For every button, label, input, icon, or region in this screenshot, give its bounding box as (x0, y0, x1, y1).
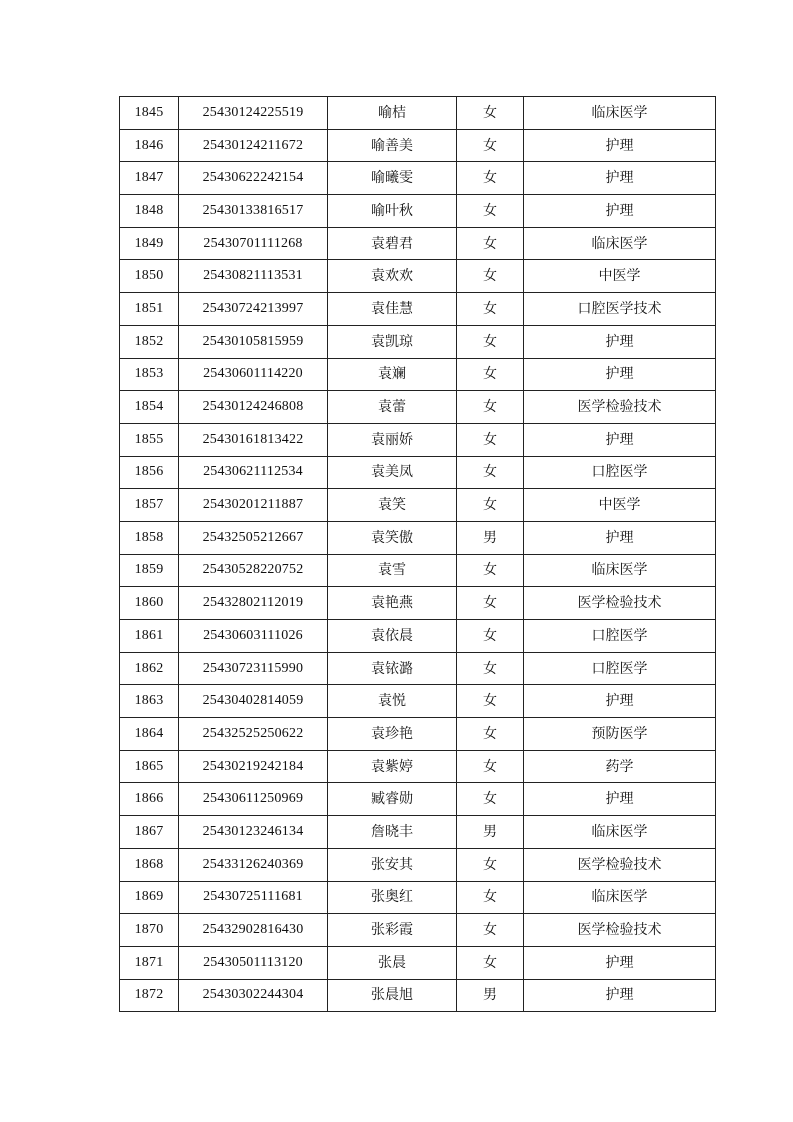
serial-number-cell: 1857 (120, 489, 179, 522)
serial-number-cell: 1866 (120, 783, 179, 816)
table-row (120, 129, 716, 162)
gender-cell: 女 (457, 620, 524, 653)
student-name-cell: 张安其 (328, 848, 457, 881)
gender-cell: 女 (457, 554, 524, 587)
student-name-cell: 袁依晨 (328, 620, 457, 653)
candidate-id-cell: 25430501113120 (179, 946, 328, 979)
serial-number-cell: 1867 (120, 816, 179, 849)
candidate-id-cell: 25430124225519 (179, 97, 328, 130)
major-cell: 药学 (524, 750, 716, 783)
student-name-cell: 袁紫婷 (328, 750, 457, 783)
candidate-id-cell: 25432902816430 (179, 914, 328, 947)
candidate-id-cell: 25430402814059 (179, 685, 328, 718)
major-cell: 中医学 (524, 489, 716, 522)
student-name-cell: 喻善美 (328, 129, 457, 162)
student-name-cell: 张晨旭 (328, 979, 457, 1012)
gender-cell: 女 (457, 391, 524, 424)
serial-number-cell: 1852 (120, 325, 179, 358)
student-name-cell: 臧睿勋 (328, 783, 457, 816)
gender-cell: 男 (457, 816, 524, 849)
candidate-id-cell: 25430603111026 (179, 620, 328, 653)
candidate-id-cell: 25430611250969 (179, 783, 328, 816)
table-row (120, 652, 716, 685)
serial-number-cell: 1864 (120, 718, 179, 751)
gender-cell: 男 (457, 521, 524, 554)
student-name-cell: 袁雪 (328, 554, 457, 587)
student-name-cell: 张奥红 (328, 881, 457, 914)
table-row (120, 293, 716, 326)
serial-number-cell: 1846 (120, 129, 179, 162)
roster-body (120, 97, 716, 1012)
major-cell: 护理 (524, 979, 716, 1012)
candidate-id-cell: 25430302244304 (179, 979, 328, 1012)
candidate-id-cell: 25430219242184 (179, 750, 328, 783)
candidate-id-cell: 25432505212667 (179, 521, 328, 554)
major-cell: 临床医学 (524, 881, 716, 914)
serial-number-cell: 1850 (120, 260, 179, 293)
gender-cell: 女 (457, 358, 524, 391)
student-name-cell: 詹晓丰 (328, 816, 457, 849)
student-roster-table (119, 96, 716, 1012)
candidate-id-cell: 25430105815959 (179, 325, 328, 358)
table-row (120, 325, 716, 358)
major-cell: 临床医学 (524, 227, 716, 260)
table-row (120, 587, 716, 620)
serial-number-cell: 1856 (120, 456, 179, 489)
gender-cell: 女 (457, 848, 524, 881)
table-row (120, 620, 716, 653)
table-row (120, 816, 716, 849)
gender-cell: 女 (457, 489, 524, 522)
student-name-cell: 张晨 (328, 946, 457, 979)
major-cell: 护理 (524, 358, 716, 391)
candidate-id-cell: 25430528220752 (179, 554, 328, 587)
student-name-cell: 袁笑傲 (328, 521, 457, 554)
table-row (120, 195, 716, 228)
gender-cell: 女 (457, 783, 524, 816)
table-row (120, 97, 716, 130)
serial-number-cell: 1871 (120, 946, 179, 979)
table-row (120, 423, 716, 456)
major-cell: 临床医学 (524, 97, 716, 130)
major-cell: 口腔医学 (524, 456, 716, 489)
serial-number-cell: 1872 (120, 979, 179, 1012)
gender-cell: 女 (457, 718, 524, 751)
gender-cell: 女 (457, 97, 524, 130)
table-row (120, 979, 716, 1012)
table-row (120, 946, 716, 979)
candidate-id-cell: 25430821113531 (179, 260, 328, 293)
serial-number-cell: 1851 (120, 293, 179, 326)
table-row (120, 162, 716, 195)
gender-cell: 女 (457, 946, 524, 979)
major-cell: 护理 (524, 783, 716, 816)
gender-cell: 女 (457, 227, 524, 260)
serial-number-cell: 1858 (120, 521, 179, 554)
student-name-cell: 袁斓 (328, 358, 457, 391)
serial-number-cell: 1862 (120, 652, 179, 685)
candidate-id-cell: 25430133816517 (179, 195, 328, 228)
table-row (120, 750, 716, 783)
gender-cell: 女 (457, 293, 524, 326)
serial-number-cell: 1869 (120, 881, 179, 914)
candidate-id-cell: 25430724213997 (179, 293, 328, 326)
table-row (120, 489, 716, 522)
table-row (120, 783, 716, 816)
major-cell: 口腔医学技术 (524, 293, 716, 326)
table-row (120, 456, 716, 489)
student-name-cell: 袁铱潞 (328, 652, 457, 685)
table-row (120, 881, 716, 914)
table-row (120, 848, 716, 881)
student-name-cell: 张彩霞 (328, 914, 457, 947)
candidate-id-cell: 25430622242154 (179, 162, 328, 195)
major-cell: 预防医学 (524, 718, 716, 751)
candidate-id-cell: 25430201211887 (179, 489, 328, 522)
table-row (120, 521, 716, 554)
serial-number-cell: 1861 (120, 620, 179, 653)
student-name-cell: 袁艳燕 (328, 587, 457, 620)
major-cell: 中医学 (524, 260, 716, 293)
serial-number-cell: 1859 (120, 554, 179, 587)
student-name-cell: 喻曦雯 (328, 162, 457, 195)
candidate-id-cell: 25430601114220 (179, 358, 328, 391)
major-cell: 临床医学 (524, 816, 716, 849)
serial-number-cell: 1849 (120, 227, 179, 260)
major-cell: 医学检验技术 (524, 391, 716, 424)
student-name-cell: 袁碧君 (328, 227, 457, 260)
student-name-cell: 袁凯琼 (328, 325, 457, 358)
serial-number-cell: 1860 (120, 587, 179, 620)
serial-number-cell: 1865 (120, 750, 179, 783)
table-row (120, 685, 716, 718)
table-row (120, 914, 716, 947)
major-cell: 护理 (524, 195, 716, 228)
table-row (120, 227, 716, 260)
gender-cell: 女 (457, 881, 524, 914)
serial-number-cell: 1848 (120, 195, 179, 228)
major-cell: 口腔医学 (524, 652, 716, 685)
gender-cell: 男 (457, 979, 524, 1012)
table-row (120, 358, 716, 391)
major-cell: 医学检验技术 (524, 914, 716, 947)
serial-number-cell: 1845 (120, 97, 179, 130)
major-cell: 护理 (524, 423, 716, 456)
gender-cell: 女 (457, 195, 524, 228)
candidate-id-cell: 25430161813422 (179, 423, 328, 456)
student-name-cell: 袁丽娇 (328, 423, 457, 456)
candidate-id-cell: 25432525250622 (179, 718, 328, 751)
gender-cell: 女 (457, 652, 524, 685)
major-cell: 护理 (524, 946, 716, 979)
serial-number-cell: 1868 (120, 848, 179, 881)
gender-cell: 女 (457, 685, 524, 718)
major-cell: 医学检验技术 (524, 848, 716, 881)
student-name-cell: 袁蕾 (328, 391, 457, 424)
gender-cell: 女 (457, 914, 524, 947)
candidate-id-cell: 25430124246808 (179, 391, 328, 424)
serial-number-cell: 1853 (120, 358, 179, 391)
candidate-id-cell: 25430701111268 (179, 227, 328, 260)
gender-cell: 女 (457, 750, 524, 783)
candidate-id-cell: 25430621112534 (179, 456, 328, 489)
serial-number-cell: 1855 (120, 423, 179, 456)
student-name-cell: 袁美凤 (328, 456, 457, 489)
candidate-id-cell: 25430723115990 (179, 652, 328, 685)
table-row (120, 554, 716, 587)
gender-cell: 女 (457, 325, 524, 358)
serial-number-cell: 1854 (120, 391, 179, 424)
candidate-id-cell: 25433126240369 (179, 848, 328, 881)
major-cell: 医学检验技术 (524, 587, 716, 620)
major-cell: 护理 (524, 521, 716, 554)
candidate-id-cell: 25430124211672 (179, 129, 328, 162)
major-cell: 口腔医学 (524, 620, 716, 653)
major-cell: 护理 (524, 325, 716, 358)
serial-number-cell: 1847 (120, 162, 179, 195)
student-name-cell: 喻桔 (328, 97, 457, 130)
major-cell: 护理 (524, 685, 716, 718)
gender-cell: 女 (457, 456, 524, 489)
major-cell: 护理 (524, 129, 716, 162)
student-name-cell: 袁珍艳 (328, 718, 457, 751)
gender-cell: 女 (457, 587, 524, 620)
student-name-cell: 袁欢欢 (328, 260, 457, 293)
table-row (120, 260, 716, 293)
candidate-id-cell: 25430123246134 (179, 816, 328, 849)
gender-cell: 女 (457, 129, 524, 162)
gender-cell: 女 (457, 423, 524, 456)
student-name-cell: 袁悦 (328, 685, 457, 718)
student-name-cell: 袁佳慧 (328, 293, 457, 326)
candidate-id-cell: 25430725111681 (179, 881, 328, 914)
student-name-cell: 袁笑 (328, 489, 457, 522)
major-cell: 护理 (524, 162, 716, 195)
serial-number-cell: 1863 (120, 685, 179, 718)
gender-cell: 女 (457, 260, 524, 293)
student-name-cell: 喻叶秋 (328, 195, 457, 228)
serial-number-cell: 1870 (120, 914, 179, 947)
table-row (120, 718, 716, 751)
candidate-id-cell: 25432802112019 (179, 587, 328, 620)
major-cell: 临床医学 (524, 554, 716, 587)
table-row (120, 391, 716, 424)
gender-cell: 女 (457, 162, 524, 195)
